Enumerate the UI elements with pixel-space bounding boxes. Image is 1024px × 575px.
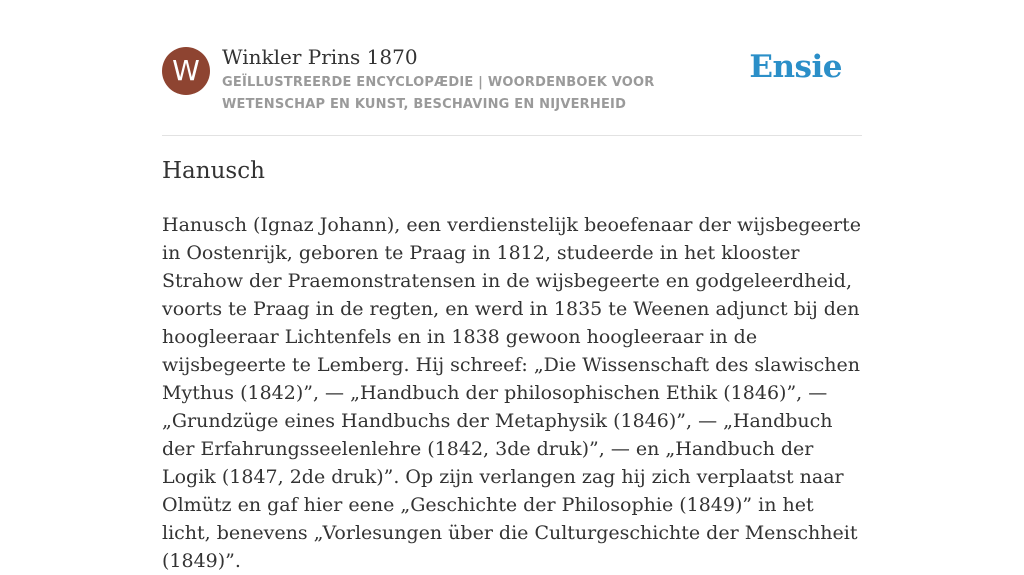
source-title[interactable]: Winkler Prins 1870 bbox=[222, 45, 418, 69]
source-subtitle: GEÏLLUSTREERDE ENCYCLOPÆDIE | WOORDENBOEK VOOR WETENSCHAP EN KUNST, BESCHAVING EN NIJVERHEID bbox=[222, 75, 655, 112]
source-header bbox=[162, 44, 862, 136]
entry-body: Hanusch (Ignaz Johann), een verdienstelijk beoefenaar der wijsbegeerte in Oostenrijk, geboren te Praag in 1812, studeerde in het klooster Strahow der Praemonstratensen in de wijsbegeerte en godgeleerdheid, voorts te Praag in de regten, en werd in 1835 te Weenen adjunct bij den hoogleeraar Lichtenfels en in 1838 gewoon hoogleeraar in de wijsbegeerte te Lemberg. Hij schreef: „Die Wissenschaft des slawischen Mythus (1842)”, — „Handbuch der philosophischen Ethik (1846)”, — „Grundzüge eines Handbuchs der Metaphysik (1846)”, — „Handbuch der Erfahrungsseelenlehre (1842, 3de druk)”, — en „Handbuch der Logik (1847, 2de druk)”. Op zijn verlangen zag hij zich verplaatst naar Olmütz en gaf hier eene „Geschichte der Philosophie (1849)” in het licht, benevens „Vorlesungen über die Culturgeschichte der Menschheit (1849)”. bbox=[162, 214, 862, 572]
entry-title: Hanusch bbox=[162, 158, 265, 184]
ensie-logo[interactable]: Ensie bbox=[749, 49, 842, 85]
header-divider bbox=[162, 135, 862, 136]
source-avatar[interactable]: W bbox=[162, 47, 210, 95]
